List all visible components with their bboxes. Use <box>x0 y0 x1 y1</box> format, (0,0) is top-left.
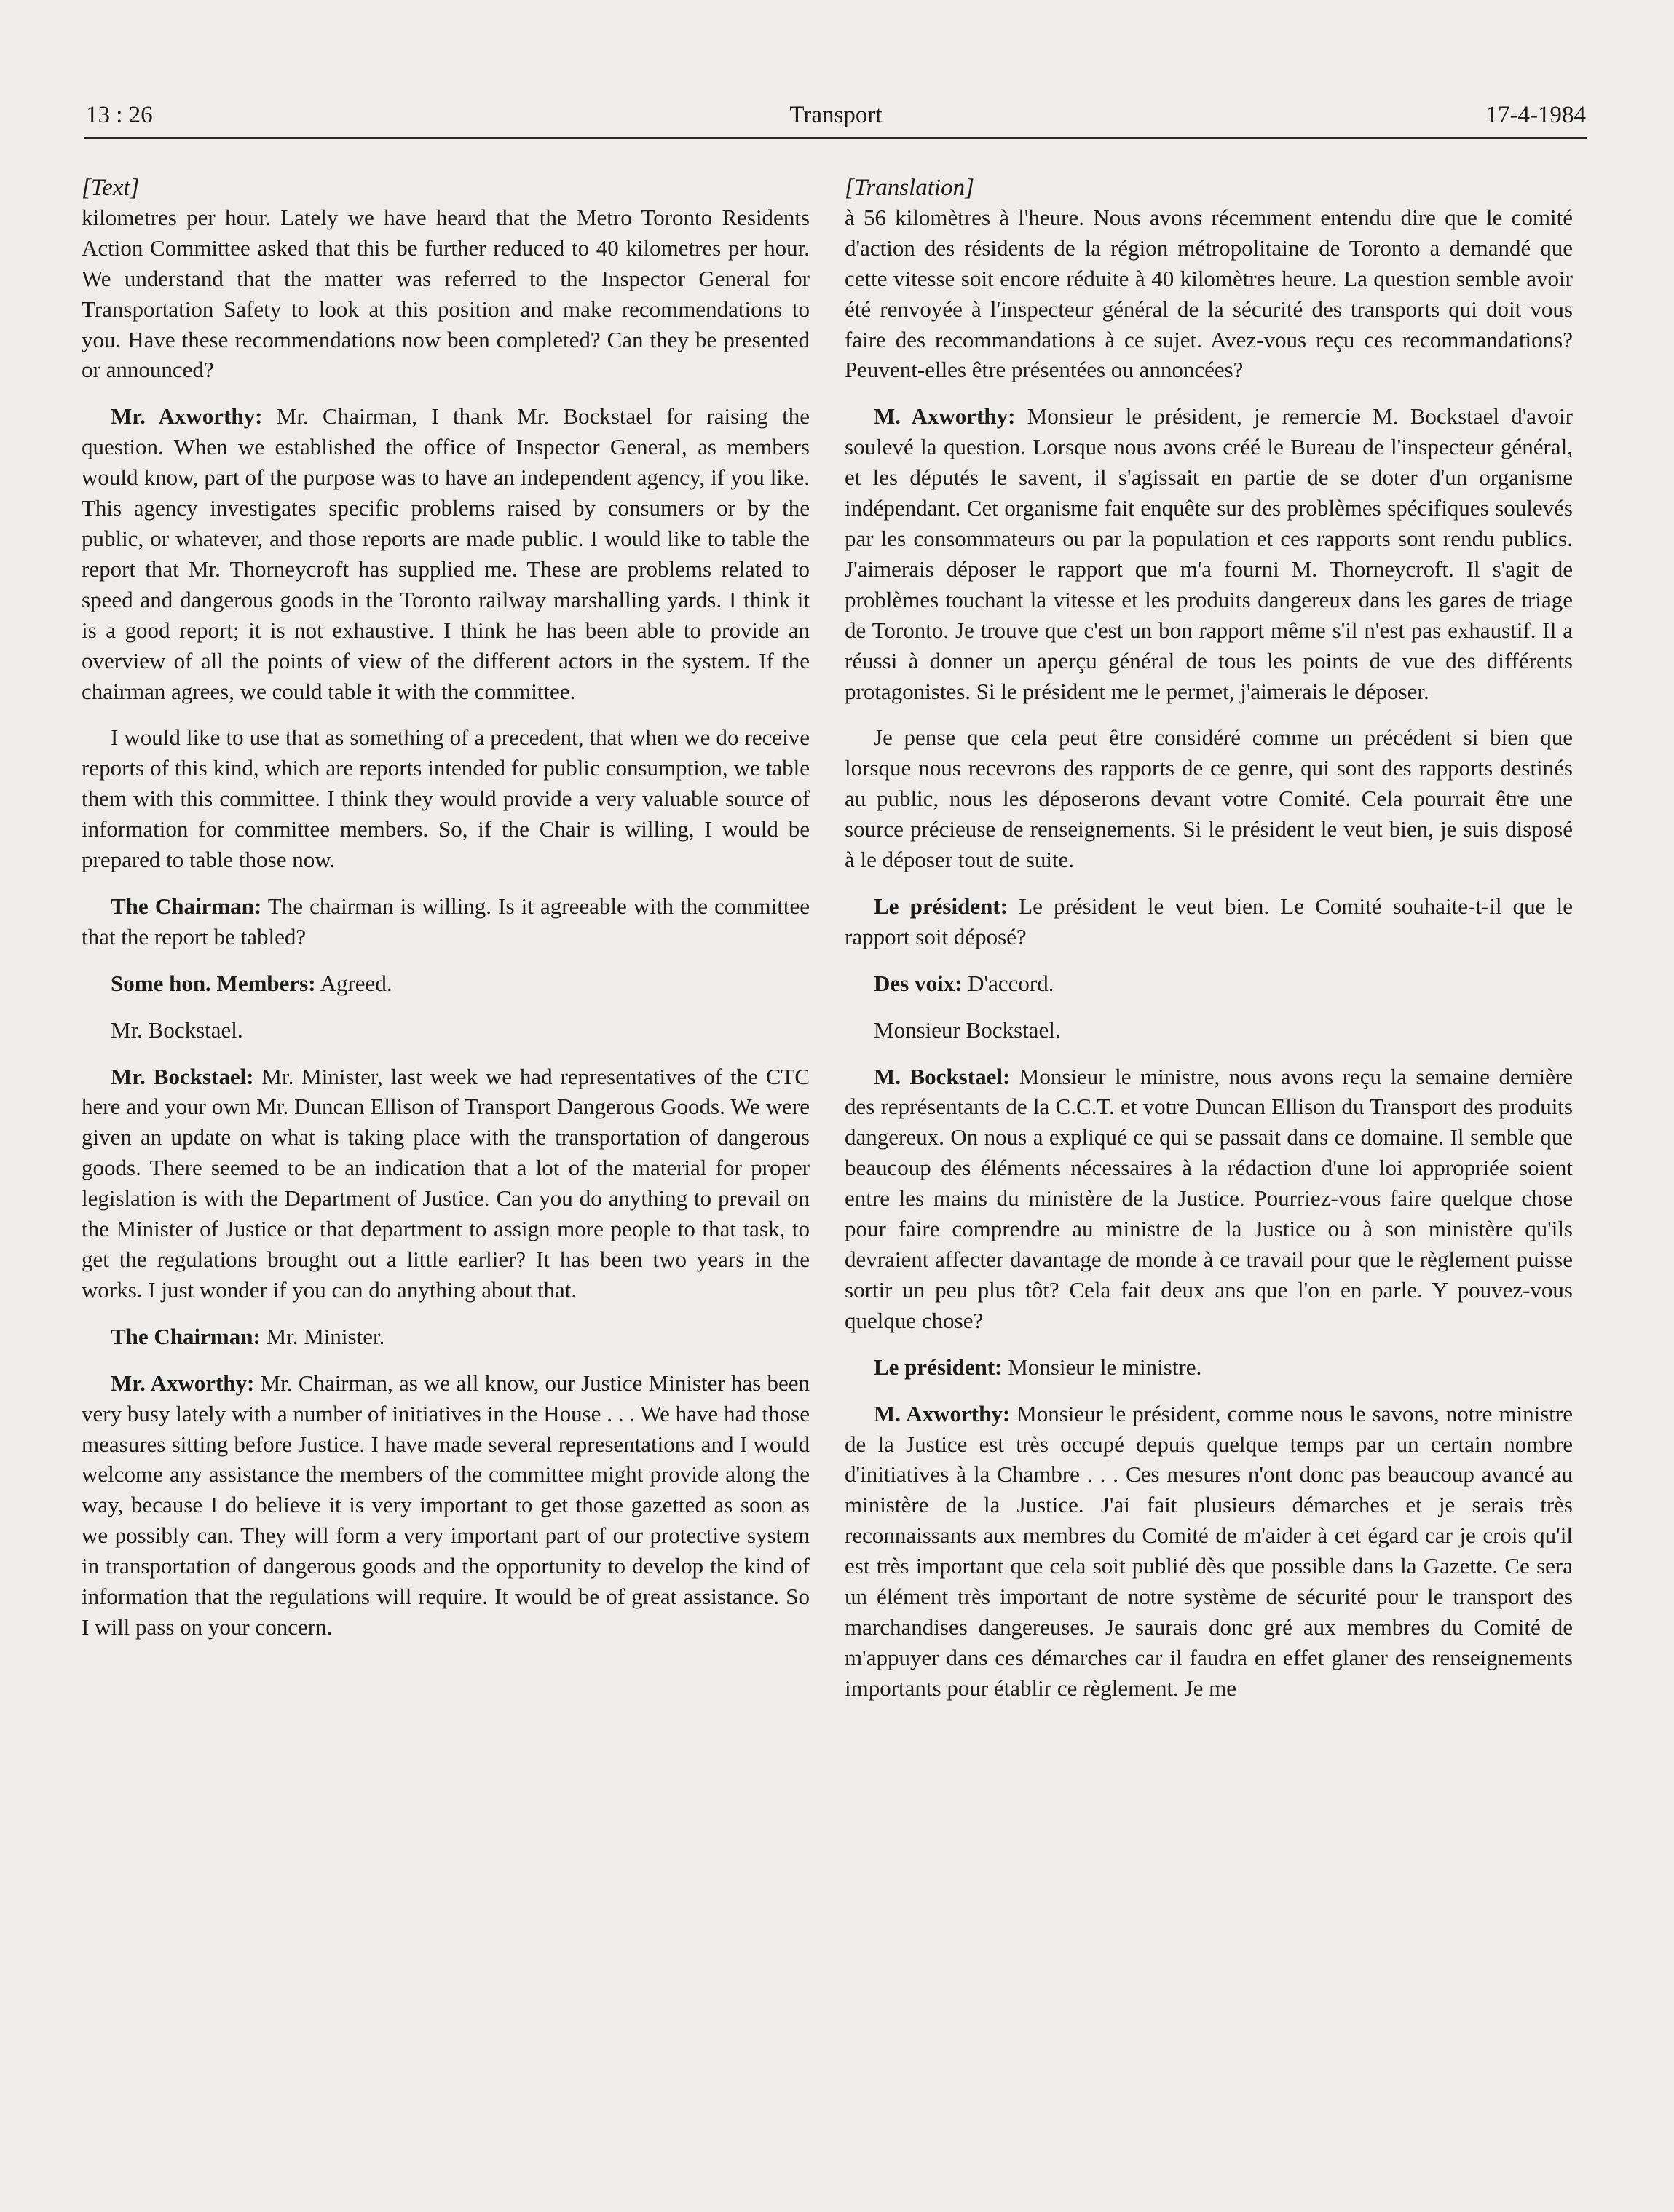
speech-text: D'accord. <box>962 970 1054 996</box>
paragraph: Mr. Bockstael. <box>111 1016 243 1043</box>
speech-paragraph <box>82 1368 810 1643</box>
speech-paragraph <box>845 1399 1573 1704</box>
paragraph: Monsieur Bockstael. <box>874 1016 1061 1043</box>
speech-paragraph <box>845 401 1573 706</box>
column-label: [Text] <box>82 175 140 201</box>
speech-text: Mr. Chairman, I thank Mr. Bockstael for raising the question. When we established the office of Inspector General, as members would know, part of the purpose was to have an independent agency, if you like. This agency investigates specific problems raised by consumers or by the public, or whatever, and those reports are made public. I would like to table the report that Mr. Thorneycroft has supplied me. These are problems related to speed and dangerous goods in the Toronto railway marshalling yards. I think it is a good report; it is not exhaustive. I think he has been able to provide an overview of all the points of view of the different actors in the system. If the chairman agrees, we could table it with the committee. <box>82 403 810 704</box>
speech-text: Mr. Chairman, as we all know, our Justice Minister has been very busy lately with a number of initiatives in the House . . . We have had those measures sitting before Justice. I have made several representations and I would welcome any assistance the members of the committee might provide along the way, because I do believe it is very important to get those gazetted as soon as we possibly can. They will form a very important part of our protective system in transportation of dangerous goods and the opportunity to develop the kind of information that the regulations will require. It would be of great assistance. So I will pass on your concern. <box>82 1370 810 1640</box>
header-date: 17-4-1984 <box>1485 102 1586 128</box>
speaker-name: M. Axworthy: <box>874 403 1016 430</box>
speaker-name: The Chairman: <box>111 1323 261 1349</box>
speech-paragraph <box>845 1352 1573 1383</box>
speech-paragraph <box>845 1062 1573 1336</box>
speech-paragraph <box>845 891 1573 952</box>
speech-text: Monsieur le président, comme nous le savons, notre ministre de la Justice est très occupé depuis quelque temps par un certain nombre d'initiatives à la Chambre . . . Ces mesures n'ont donc pas beaucoup avancé au ministère de la Justice. J'ai fait plusieurs démarches et je serais très reconnaissants aux membres du Comité de m'aider à cet égard car je crois qu'il est très important que cela soit publié dès que possible dans la Gazette. Ce sera un élément très important de notre système de sécurité pour le transport des marchandises dangereuses. Je saurais donc gré aux membres du Comité de m'appuyer dans ces démarches car il faudra en effet glaner des renseignements importants pour établir ce règlement. Je me <box>845 1400 1573 1701</box>
speech-text: Le président le veut bien. Le Comité souhaite-t-il que le rapport soit déposé? <box>845 893 1574 949</box>
paragraph: Je pense que cela peut être considéré comme un précédent si bien que lorsque nous recevrons des rapports de ce genre, qui sont des rapports destinés au public, nous les déposerons devant votre Comité. Cela pourrait être une source précieuse de renseignements. Si le président le veut bien, je suis disposé à le déposer tout de suite. <box>845 724 1573 873</box>
speaker-name: Some hon. Members: <box>111 970 316 996</box>
speaker-name: Le président: <box>874 1354 1003 1380</box>
speech-text: Mr. Minister, last week we had representatives of the CTC here and your own Mr. Duncan Ellison of Transport Dangerous Goods. We were given an update on what is taking place with the transportation of dangerous goods. There seemed to be an indication that a lot of the material for proper legislation is with the Department of Justice. Can you do anything to prevail on the Minister of Justice or that department to assign more people to that task, to get the regulations brought out a little earlier? It has been two years in the works. I just wonder if you can do anything about that. <box>82 1063 810 1303</box>
speech-paragraph <box>82 968 810 999</box>
speaker-name: Le président: <box>874 893 1008 919</box>
speaker-name: M. Axworthy: <box>874 1400 1011 1426</box>
speaker-name: M. Bockstael: <box>874 1063 1011 1089</box>
running-title: Transport <box>789 102 883 128</box>
speech-text: Monsieur le ministre. <box>1002 1354 1202 1380</box>
speech-text: Agreed. <box>315 970 392 996</box>
page-number: 13 : 26 <box>86 102 153 128</box>
speech-text: Monsieur le président, je remercie M. Bockstael d'avoir soulevé la question. Lorsque nous avons créé le Bureau de l'inspecteur général, et les députés le savent, il s'agissait en partie de se doter d'un organisme indépendant. Cet organisme fait enquête sur des problèmes spécifiques soulevés par les consommateurs ou par la population et ces rapports sont rendu publics. J'aimerais déposer le rapport que m'a fourni M. Thorneycroft. Il s'agit de problèmes touchant la vitesse et les produits dangereux dans les gares de triage de Toronto. Je trouve que c'est un bon rapport même s'il n'est pas exhaustif. Il a réussi à donner un aperçu général de tous les points de vue des différents protagonistes. Si le président me le permet, j'aimerais le déposer. <box>845 403 1573 704</box>
speech-text: Monsieur le ministre, nous avons reçu la semaine dernière des représentants de la C.C.T. et votre Duncan Ellison du Transport des produits dangereux. On nous a expliqué ce qui se passait dans ce domaine. Il semble que beaucoup des éléments nécessaires à la rédaction d'une loi appropriée soient entre les mains du ministère de la Justice. Pourriez-vous faire quelque chose pour faire comprendre au ministre de la Justice ou à son ministère qu'ils devraient affecter davantage de monde à ce travail pour que le règlement puisse sortir un peu plus tôt? Cela fait deux ans que l'on en parle. Y pouvez-vous quelque chose? <box>845 1063 1573 1333</box>
paragraph: à 56 kilomètres à l'heure. Nous avons récemment entendu dire que le comité d'action des résidents de la région métropolitaine de Toronto a demandé que cette vitesse soit encore réduite à 40 kilomètres heure. La question semble avoir été renvoyée à l'inspecteur général de la sécurité des transports qui doit vous faire des recommandations à ce sujet. Avez-vous reçu ces recommandations? Peuvent-elles être présentées ou annoncées? <box>845 204 1573 383</box>
speaker-name: Mr. Axworthy: <box>111 403 263 430</box>
speech-paragraph <box>82 401 810 706</box>
paragraph: I would like to use that as something of a precedent, that when we do receive reports of this kind, which are reports intended for public consumption, we table them with this committee. I think they would provide a very valuable source of information for committee members. So, if the Chair is willing, I would be prepared to table those now. <box>82 724 810 873</box>
speaker-name: Mr. Axworthy: <box>111 1370 255 1396</box>
speaker-name: Mr. Bockstael: <box>111 1063 254 1089</box>
speech-paragraph <box>82 1322 810 1352</box>
page-header <box>84 99 1587 139</box>
speaker-name: Des voix: <box>874 970 963 996</box>
speech-paragraph <box>82 1062 810 1306</box>
column-label: [Translation] <box>845 175 974 201</box>
speech-text: The chairman is willing. Is it agreeable with the committee that the report be tabled? <box>82 893 810 949</box>
speech-text: Mr. Minister. <box>260 1323 385 1349</box>
speaker-name: The Chairman: <box>111 893 262 919</box>
paragraph: kilometres per hour. Lately we have heard that the Metro Toronto Residents Action Committee asked that this be further reduced to 40 kilometres per hour. We understand that the matter was referred to the Inspector General for Transportation Safety to look at this position and make recommendations to you. Have these recommendations now been completed? Can they be presented or announced? <box>82 204 810 383</box>
french-column <box>845 173 1573 1704</box>
speech-paragraph <box>845 968 1573 999</box>
speech-paragraph <box>82 891 810 952</box>
english-column <box>82 173 810 1643</box>
